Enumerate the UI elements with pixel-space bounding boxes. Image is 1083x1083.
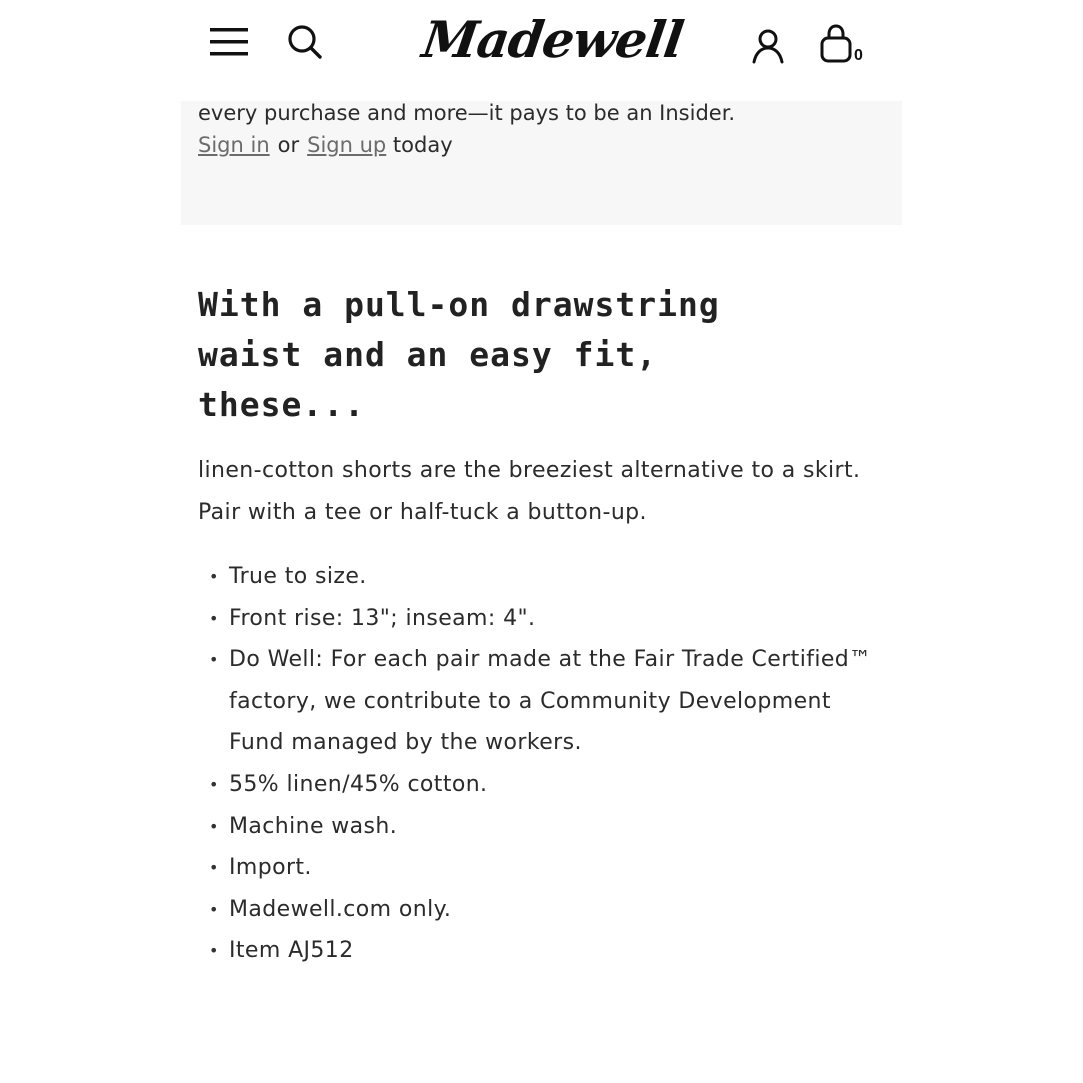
product-headline: With a pull-on drawstring waist and an easy fit, these... xyxy=(198,285,720,424)
detail-item: • Do Well: For each pair made at the Fair Trade Certified™ factory, we contribute to a Community Development Fund managed by the workers. xyxy=(209,639,889,764)
bag-count-badge: 0 xyxy=(854,47,863,64)
insider-message: every purchase and more—it pays to be an Insider. xyxy=(198,101,736,125)
detail-item: • Madewell.com only. xyxy=(209,889,889,931)
site-header xyxy=(181,0,902,100)
detail-item: • True to size. xyxy=(209,556,889,598)
shopping-bag-icon[interactable] xyxy=(819,24,853,64)
insider-links xyxy=(198,133,453,157)
detail-item: • Machine wash. xyxy=(209,806,889,848)
today-text: today xyxy=(392,133,453,157)
product-details-list xyxy=(209,556,889,972)
insider-banner xyxy=(181,101,902,225)
sign-up-link[interactable]: Sign up xyxy=(307,133,387,157)
detail-item: • Item AJ512 xyxy=(209,930,889,972)
detail-item: • 55% linen/45% cotton. xyxy=(209,764,889,806)
hamburger-menu-icon[interactable] xyxy=(210,24,250,60)
madewell-logo[interactable]: Madewell xyxy=(418,10,687,69)
or-text: or xyxy=(277,133,300,157)
detail-item: • Front rise: 13"; inseam: 4". xyxy=(209,598,889,640)
sign-in-link[interactable]: Sign in xyxy=(198,133,270,157)
product-intro: linen-cotton shorts are the breeziest alternative to a skirt. Pair with a tee or half-tuck a button-up. xyxy=(198,458,861,525)
detail-item: • Import. xyxy=(209,847,889,889)
account-icon[interactable] xyxy=(750,28,786,64)
search-icon[interactable] xyxy=(287,24,323,60)
